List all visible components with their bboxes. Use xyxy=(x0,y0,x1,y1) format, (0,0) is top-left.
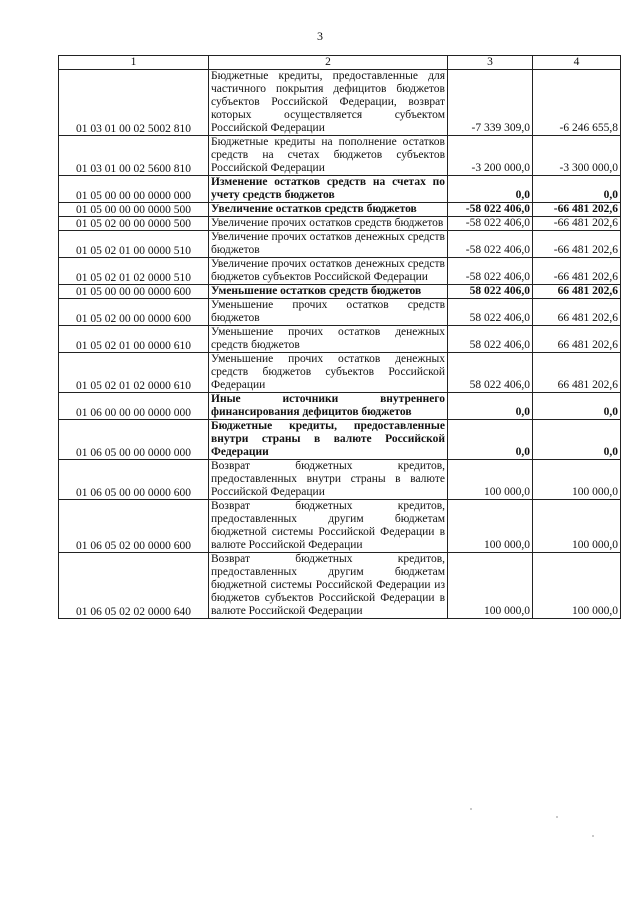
value-col3-cell: -7 339 309,0 xyxy=(448,70,533,136)
description-cell: Уменьшение прочих остатков денежных средств бюджетов xyxy=(209,326,448,353)
value-col4-cell: 66 481 202,6 xyxy=(533,285,621,299)
table-row xyxy=(59,231,621,258)
code-cell: 01 05 02 01 02 0000 510 xyxy=(59,258,209,285)
value-col3-cell: 58 022 406,0 xyxy=(448,299,533,326)
table-row xyxy=(59,176,621,203)
table-header-row xyxy=(59,56,621,70)
value-col3-cell: -58 022 406,0 xyxy=(448,231,533,258)
description-cell: Возврат бюджетных кредитов, предоставленных другим бюджетам бюджетной системы Российской Федерации из бюджетов субъектов Российской Федерации в валюте Российской Федерации xyxy=(209,553,448,619)
value-col3-cell: 100 000,0 xyxy=(448,500,533,553)
table-row xyxy=(59,203,621,217)
description-cell: Иные источники внутреннего финансирования дефицитов бюджетов xyxy=(209,393,448,420)
scan-speck xyxy=(556,816,558,818)
code-cell: 01 06 05 00 00 0000 600 xyxy=(59,460,209,500)
value-col4-cell: 66 481 202,6 xyxy=(533,326,621,353)
code-cell: 01 05 00 00 00 0000 500 xyxy=(59,203,209,217)
value-col4-cell: -3 300 000,0 xyxy=(533,136,621,176)
table-row xyxy=(59,285,621,299)
value-col4-cell: -66 481 202,6 xyxy=(533,203,621,217)
table-row xyxy=(59,70,621,136)
value-col4-cell: 100 000,0 xyxy=(533,460,621,500)
description-cell: Уменьшение остатков средств бюджетов xyxy=(209,285,448,299)
code-cell: 01 06 05 00 00 0000 000 xyxy=(59,420,209,460)
value-col3-cell: 58 022 406,0 xyxy=(448,353,533,393)
description-cell: Бюджетные кредиты, предоставленные внутри страны в валюте Российской Федерации xyxy=(209,420,448,460)
scan-speck xyxy=(470,808,472,810)
table-row xyxy=(59,258,621,285)
code-cell: 01 05 02 00 00 0000 600 xyxy=(59,299,209,326)
description-cell: Уменьшение прочих остатков денежных средств бюджетов субъектов Российской Федерации xyxy=(209,353,448,393)
description-cell: Бюджетные кредиты на пополнение остатков средств на счетах бюджетов субъектов Российской Федерации xyxy=(209,136,448,176)
code-cell: 01 05 00 00 00 0000 000 xyxy=(59,176,209,203)
value-col3-cell: -3 200 000,0 xyxy=(448,136,533,176)
page-number: 3 xyxy=(317,29,323,43)
description-cell: Увеличение остатков средств бюджетов xyxy=(209,203,448,217)
code-cell: 01 06 05 02 00 0000 600 xyxy=(59,500,209,553)
code-cell: 01 03 01 00 02 5600 810 xyxy=(59,136,209,176)
column-header-4: 4 xyxy=(533,56,621,70)
code-cell: 01 06 05 02 02 0000 640 xyxy=(59,553,209,619)
value-col4-cell: -66 481 202,6 xyxy=(533,258,621,285)
value-col4-cell: 100 000,0 xyxy=(533,500,621,553)
budget-sources-table xyxy=(58,55,621,619)
description-cell: Изменение остатков средств на счетах по учету средств бюджетов xyxy=(209,176,448,203)
code-cell: 01 05 02 01 00 0000 610 xyxy=(59,326,209,353)
value-col4-cell: 100 000,0 xyxy=(533,553,621,619)
code-cell: 01 06 00 00 00 0000 000 xyxy=(59,393,209,420)
value-col3-cell: 58 022 406,0 xyxy=(448,285,533,299)
value-col3-cell: 100 000,0 xyxy=(448,553,533,619)
column-header-2: 2 xyxy=(209,56,448,70)
code-cell: 01 05 02 01 00 0000 510 xyxy=(59,231,209,258)
value-col4-cell: 66 481 202,6 xyxy=(533,299,621,326)
value-col3-cell: -58 022 406,0 xyxy=(448,217,533,231)
value-col4-cell: -66 481 202,6 xyxy=(533,231,621,258)
table-row xyxy=(59,299,621,326)
value-col4-cell: -66 481 202,6 xyxy=(533,217,621,231)
column-header-3: 3 xyxy=(448,56,533,70)
value-col4-cell: 0,0 xyxy=(533,176,621,203)
table-row xyxy=(59,420,621,460)
code-cell: 01 05 02 01 02 0000 610 xyxy=(59,353,209,393)
code-cell: 01 05 00 00 00 0000 600 xyxy=(59,285,209,299)
code-cell: 01 03 01 00 02 5002 810 xyxy=(59,70,209,136)
code-cell: 01 05 02 00 00 0000 500 xyxy=(59,217,209,231)
value-col4-cell: 0,0 xyxy=(533,393,621,420)
value-col3-cell: -58 022 406,0 xyxy=(448,203,533,217)
value-col4-cell: -6 246 655,8 xyxy=(533,70,621,136)
value-col3-cell: 100 000,0 xyxy=(448,460,533,500)
description-cell: Увеличение прочих остатков средств бюджетов xyxy=(209,217,448,231)
table-row xyxy=(59,460,621,500)
table-row xyxy=(59,500,621,553)
value-col4-cell: 0,0 xyxy=(533,420,621,460)
description-cell: Увеличение прочих остатков денежных средств бюджетов субъектов Российской Федерации xyxy=(209,258,448,285)
table-row xyxy=(59,326,621,353)
value-col4-cell: 66 481 202,6 xyxy=(533,353,621,393)
description-cell: Возврат бюджетных кредитов, предоставленных внутри страны в валюте Российской Федерации xyxy=(209,460,448,500)
table-row xyxy=(59,217,621,231)
description-cell: Возврат бюджетных кредитов, предоставленных другим бюджетам бюджетной системы Российской Федерации в валюте Российской Федерации xyxy=(209,500,448,553)
description-cell: Уменьшение прочих остатков средств бюджетов xyxy=(209,299,448,326)
value-col3-cell: 0,0 xyxy=(448,420,533,460)
description-cell: Увеличение прочих остатков денежных средств бюджетов xyxy=(209,231,448,258)
column-header-1: 1 xyxy=(59,56,209,70)
value-col3-cell: -58 022 406,0 xyxy=(448,258,533,285)
description-cell: Бюджетные кредиты, предоставленные для частичного покрытия дефицитов бюджетов субъектов Российской Федерации, возврат которых осуществляется субъектом Российской Федерации xyxy=(209,70,448,136)
value-col3-cell: 0,0 xyxy=(448,176,533,203)
table-row xyxy=(59,393,621,420)
table-row xyxy=(59,553,621,619)
scan-speck xyxy=(592,835,594,837)
table-row xyxy=(59,136,621,176)
table-row xyxy=(59,353,621,393)
value-col3-cell: 58 022 406,0 xyxy=(448,326,533,353)
value-col3-cell: 0,0 xyxy=(448,393,533,420)
